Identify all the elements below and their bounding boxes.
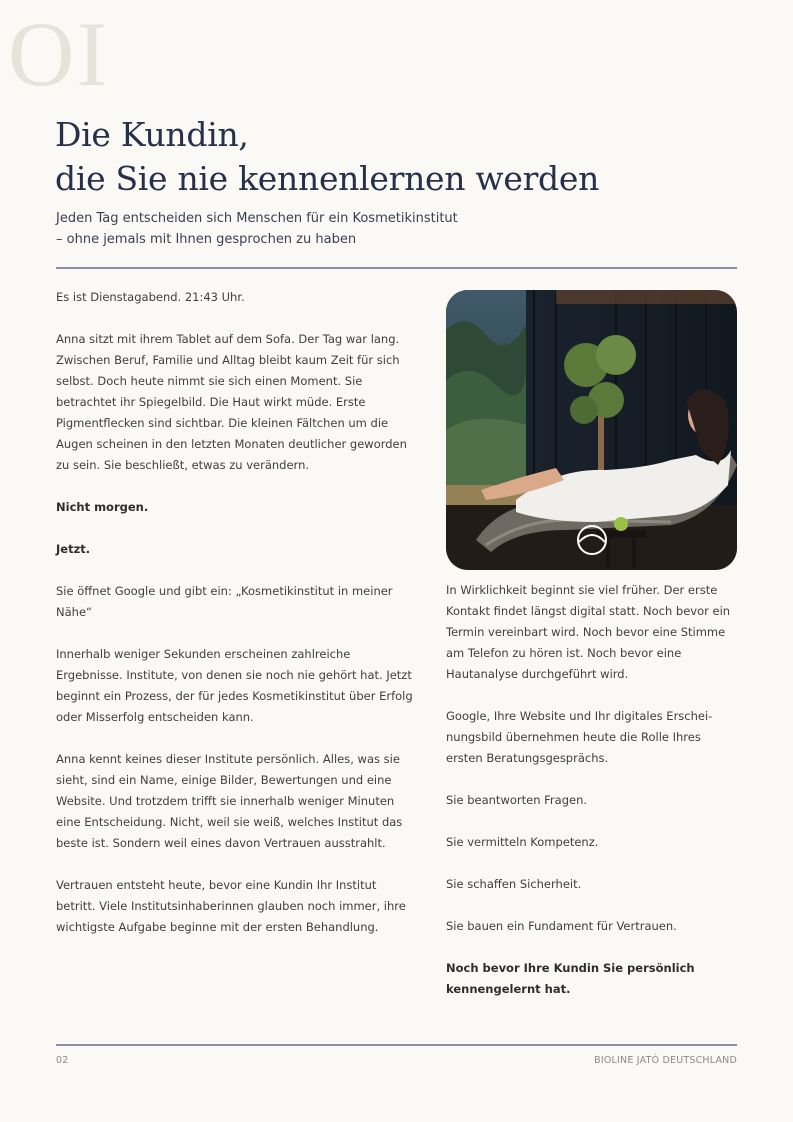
left-text-column bbox=[56, 287, 416, 959]
subtitle-line-2: – ohne jemals mit Ihnen gesprochen zu haben bbox=[56, 232, 357, 247]
page-number: 02 bbox=[56, 1055, 69, 1066]
page-subtitle bbox=[56, 208, 736, 250]
subtitle-line-1: Jeden Tag entscheiden sich Menschen für ein Kosmetikinstitut bbox=[56, 211, 458, 226]
paragraph: In Wirklichkeit beginnt sie viel früher. Der erste Kontakt findet längst digital statt. Noch bevor ein Termin vereinbart wird. Noch bevor eine Stimme am Telefon zu hören ist. Noch bevor eine Hautanalyse durchgeführt wird. bbox=[446, 583, 731, 681]
spa-relaxation-photo bbox=[446, 290, 737, 570]
header-divider bbox=[56, 267, 737, 269]
section-number: OI bbox=[8, 3, 110, 105]
paragraph: Vertrauen entsteht heute, bevor eine Kundin Ihr Institut betritt. Viele Institutsinhaberinnen glauben noch immer, ihre wichtigste Aufgabe beginne mit der ersten Behandlung. bbox=[56, 878, 406, 934]
paragraph: Innerhalb weniger Sekunden erscheinen zahlreiche Ergebnisse. Institute, von denen sie noch nie gehört hat. Jetzt beginnt ein Prozess, der für jedes Kosmetikinstitut über Erfolg oder Misserfolg entscheiden kann. bbox=[56, 647, 413, 724]
paragraph: Sie beantworten Fragen. bbox=[446, 793, 588, 807]
paragraph: Anna kennt keines dieser Institute persönlich. Alles, was sie sieht, sind ein Name, einige Bilder, Bewertungen und eine Website. Und trotzdem trifft sie innerhalb weniger Minuten eine Entscheidung. Nicht, weil sie weiß, welches Institut das beste ist. Sondern weil eines davon Vertrauen ausstrahlt. bbox=[56, 752, 403, 850]
paragraph: Sie schaffen Sicherheit. bbox=[446, 877, 582, 891]
paragraph: Es ist Dienstagabend. 21:43 Uhr. bbox=[56, 290, 245, 304]
paragraph-bold: Jetzt. bbox=[56, 542, 91, 556]
title-line-1: Die Kundin, bbox=[55, 115, 249, 154]
page-title bbox=[55, 113, 735, 201]
right-text-column bbox=[446, 580, 738, 1021]
title-line-2: die Sie nie kennenlernen werden bbox=[55, 159, 600, 198]
footer-divider bbox=[56, 1044, 737, 1046]
paragraph: Sie bauen ein Fundament für Vertrauen. bbox=[446, 919, 677, 933]
footer-brand: BIOLINE JATÓ DEUTSCHLAND bbox=[594, 1055, 737, 1066]
paragraph: Anna sitzt mit ihrem Tablet auf dem Sofa. Der Tag war lang. Zwischen Beruf, Familie und Alltag bleibt kaum Zeit für sich selbst. Doch heute nimmt sie sich einen Moment. Sie betrachtet ihr Spiegelbild. Die Haut wirkt müde. Erste Pigmentflecken sind sichtbar. Die kleinen Fältchen um die Augen scheinen in den letzten Monaten deutlicher geworden zu sein. Sie beschließt, etwas zu verändern. bbox=[56, 332, 407, 472]
paragraph: Google, Ihre Website und Ihr digitales Erschei- nungsbild übernehmen heute die Rolle Ihres ersten Beratungsgesprächs. bbox=[446, 709, 713, 765]
paragraph: Sie öffnet Google und gibt ein: „Kosmetikinstitut in meiner Nähe“ bbox=[56, 584, 393, 619]
paragraph-bold: Nicht morgen. bbox=[56, 500, 149, 514]
paragraph-bold: Noch bevor Ihre Kundin Sie persönlich kennengelernt hat. bbox=[446, 961, 695, 996]
paragraph: Sie vermitteln Kompetenz. bbox=[446, 835, 599, 849]
